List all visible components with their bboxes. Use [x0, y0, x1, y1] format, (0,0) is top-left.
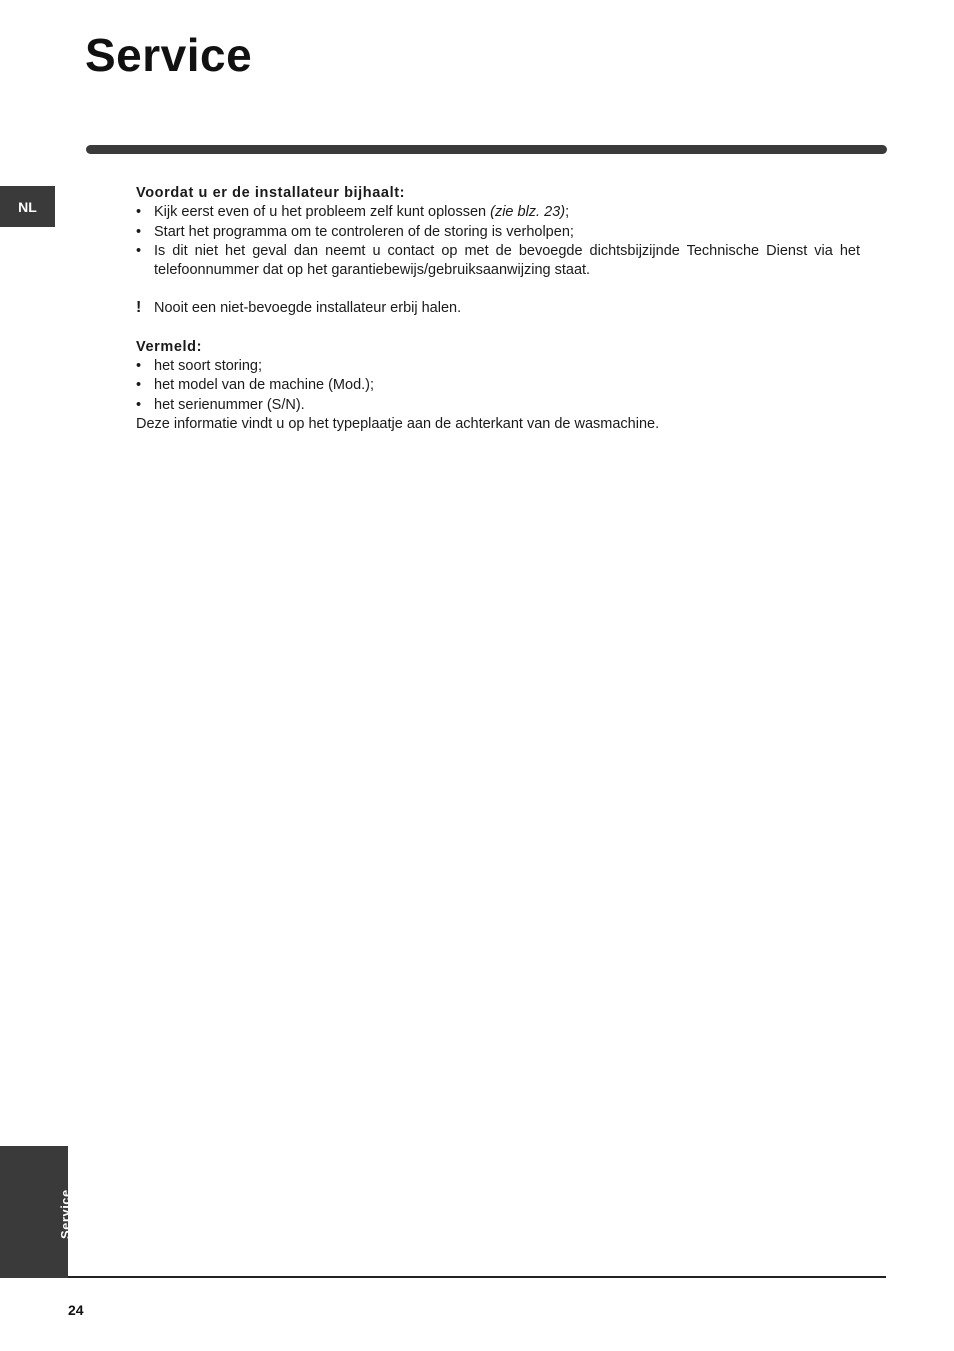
list-item — [136, 242, 860, 281]
list-item-text: het serienummer (S/N). — [154, 396, 305, 413]
page-reference: (zie blz. 23) — [490, 204, 566, 221]
bullet-icon: • — [136, 377, 142, 394]
bullet-icon: • — [136, 204, 142, 221]
list-item — [136, 223, 860, 242]
bullet-icon: • — [136, 242, 142, 259]
page-title: Service — [85, 29, 253, 81]
footer-divider — [68, 1276, 886, 1278]
info-note: Deze informatie vindt u op het typeplaatje aan de achterkant van de wasmachine. — [136, 415, 660, 432]
list-item-text: Kijk eerst even of u het probleem zelf kunt oplossen — [154, 204, 491, 221]
bullet-icon: • — [136, 396, 142, 413]
title-divider — [86, 145, 887, 154]
list-item — [136, 357, 860, 376]
language-tab: NL — [0, 186, 55, 227]
warning-text: Nooit een niet-bevoegde installateur erbij halen. — [154, 300, 462, 317]
warning-note — [136, 299, 860, 318]
list-item-text: Is dit niet het geval dan neemt u contact op met de bevoegde dichtsbijzijnde Technische Dienst via het telefoonnummer dat op het garantiebewijs/gebruiksaanwijzing staat. — [154, 242, 860, 279]
list-item-text: Start het programma om te controleren of de storing is verholpen; — [154, 223, 574, 240]
spacer — [136, 280, 860, 299]
list-item-text: het soort storing; — [154, 358, 262, 375]
list-item-text: het model van de machine (Mod.); — [154, 377, 375, 394]
section-heading-mention: Vermeld: — [136, 338, 203, 355]
list-item — [136, 396, 860, 415]
list-item — [136, 203, 860, 222]
page-number: 24 — [68, 1302, 84, 1318]
spacer — [136, 319, 860, 338]
exclamation-icon: ! — [136, 299, 142, 317]
list-item — [136, 376, 860, 395]
main-content — [136, 184, 860, 434]
bullet-icon: • — [136, 358, 142, 375]
section-side-tab-label: Service — [58, 1189, 73, 1239]
section-heading-before-calling: Voordat u er de installateur bijhaalt: — [136, 185, 406, 201]
list-item-punctuation: ; — [565, 204, 570, 221]
checklist-before-calling — [136, 203, 860, 280]
bullet-icon: • — [136, 223, 142, 240]
mention-list — [136, 357, 860, 415]
